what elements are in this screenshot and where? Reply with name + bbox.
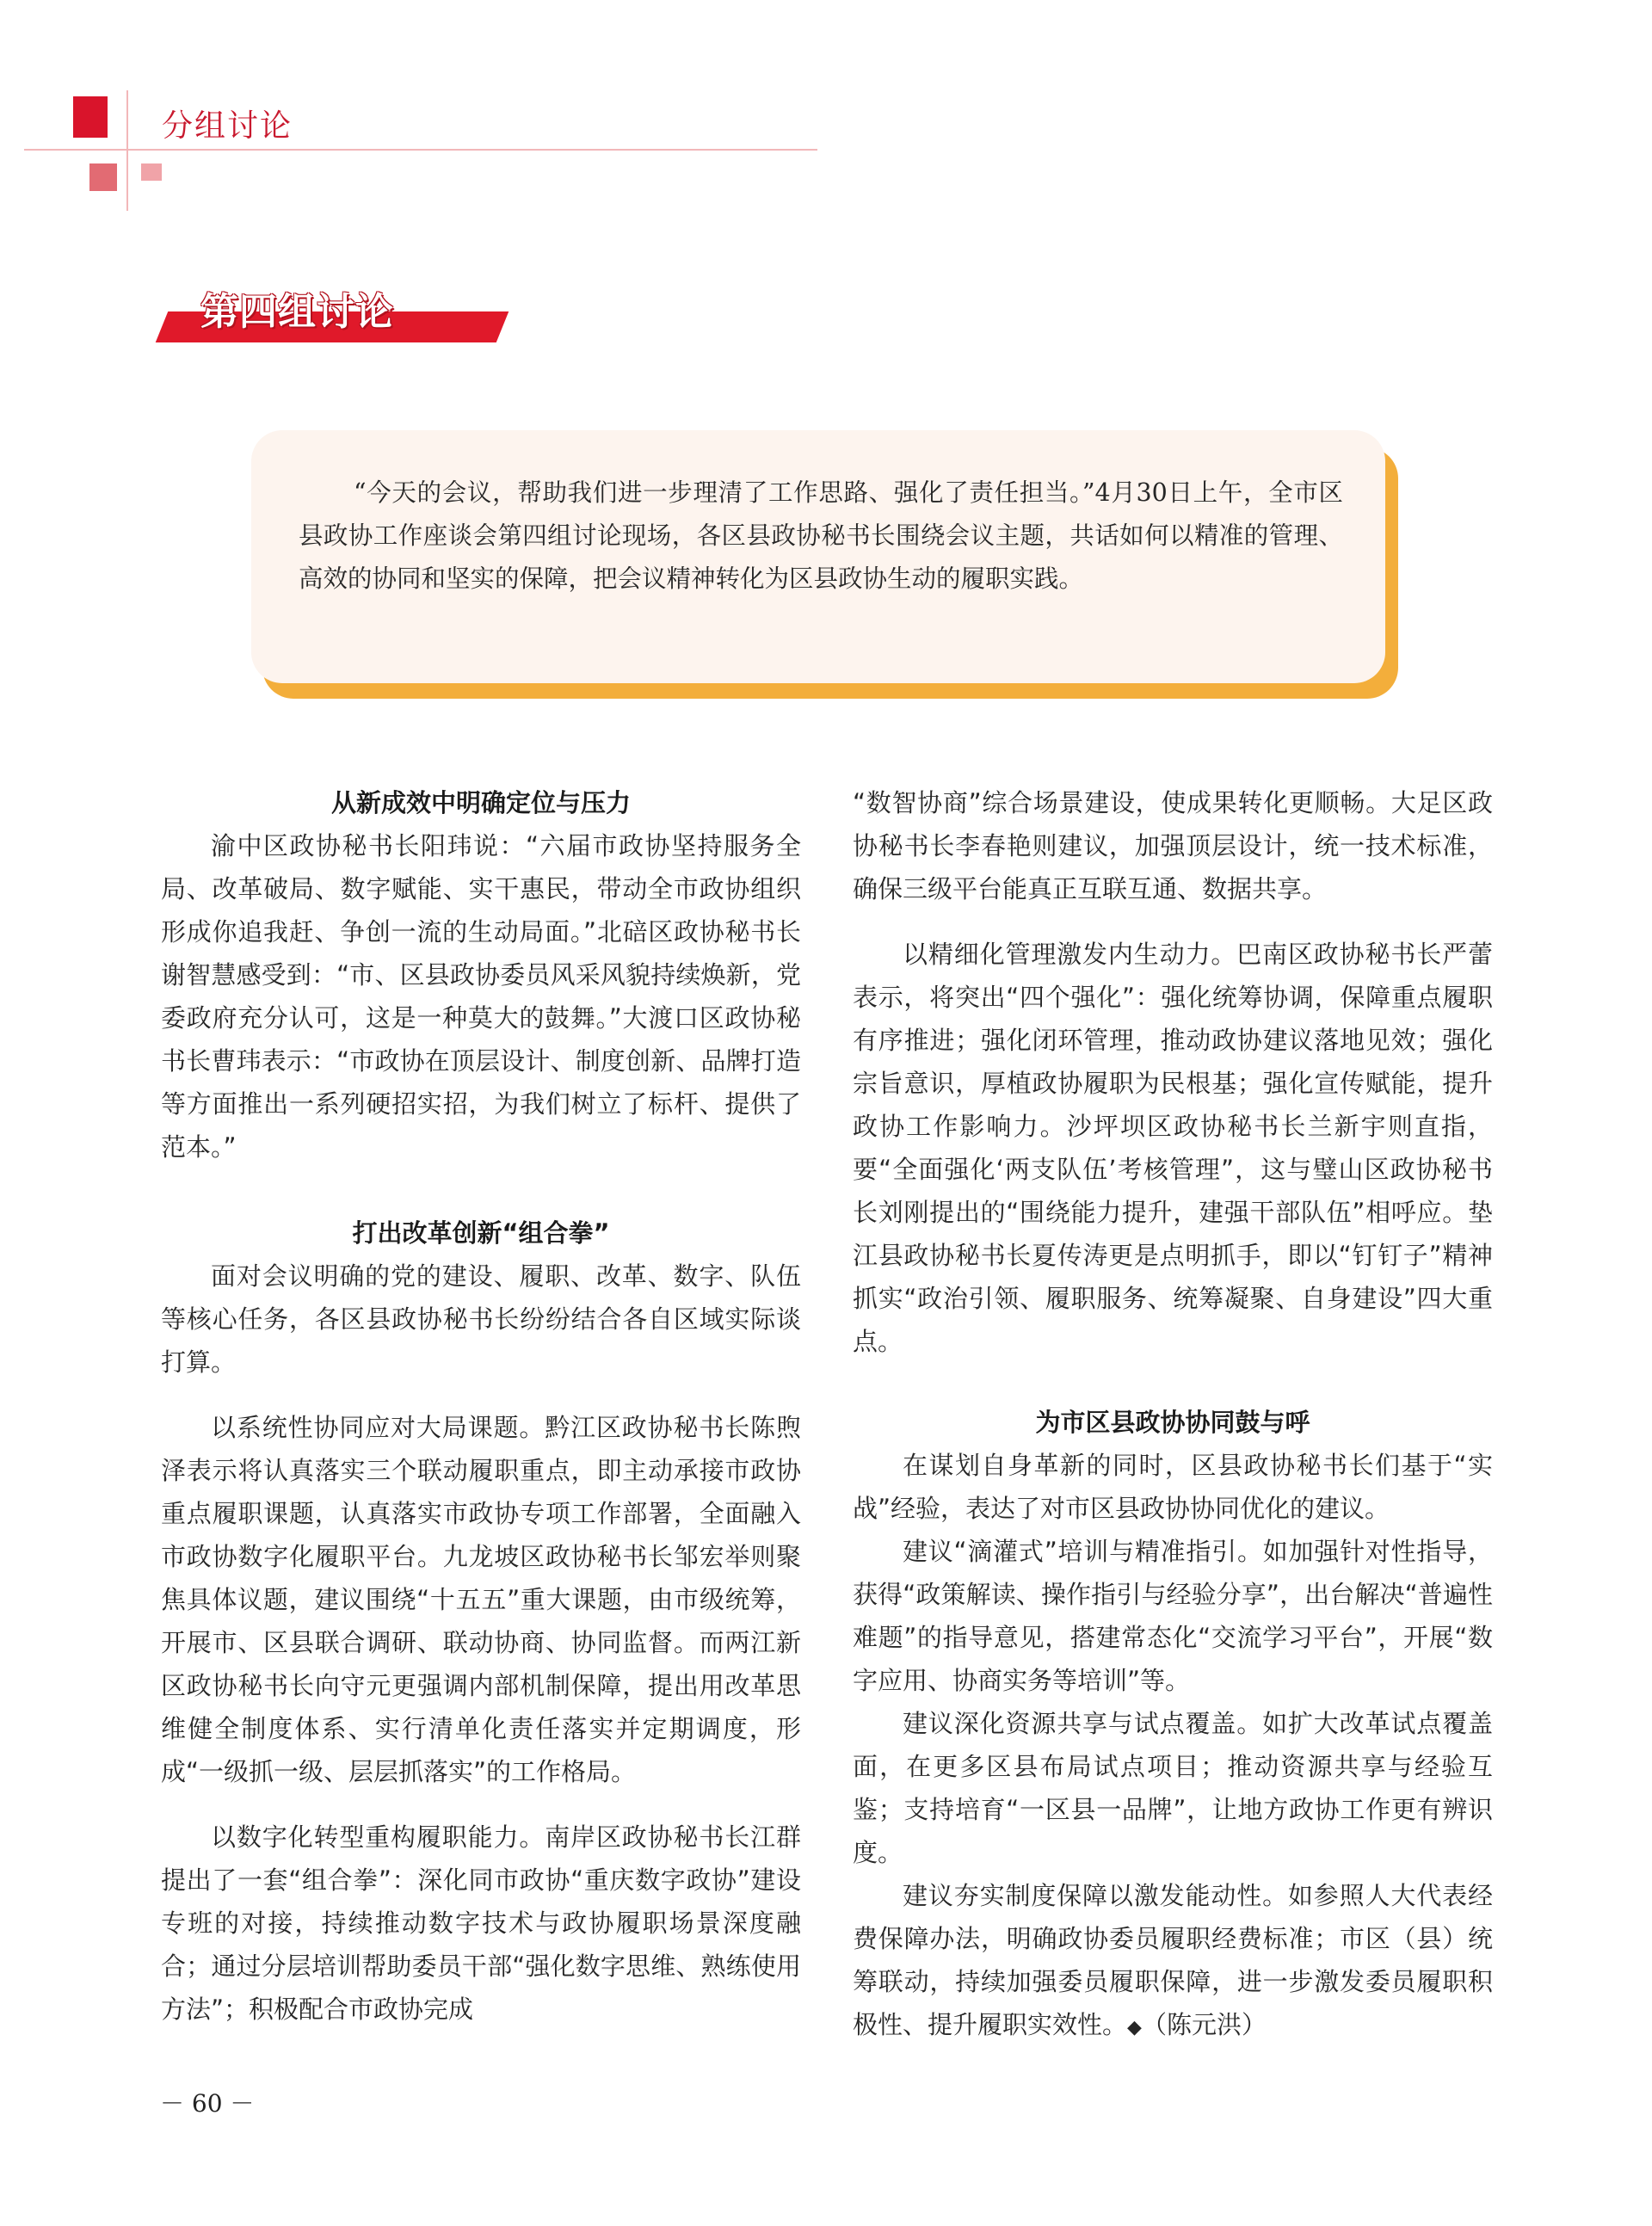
page-number: － 60 －	[160, 2089, 255, 2118]
article-title: 第四组讨论	[200, 290, 394, 334]
intro-text: “今天的会议，帮助我们进一步理清了工作思路、强化了责任担当。”4月30日上午，全市区县政协工作座谈会第四组讨论现场，各区县政协秘书长围绕会议主题，共话如何以精准的管理、高效的协同和坚实的保障，把会议精神转化为区县政协生动的履职实践。	[299, 478, 1343, 593]
section-heading: 为市区县政协协同鼓与呼	[1035, 1408, 1310, 1437]
end-mark-icon: ◆	[1127, 2017, 1142, 2038]
paragraph	[853, 1874, 1493, 2050]
section-heading: 从新成效中明确定位与压力	[330, 788, 631, 817]
header-vertical-rule	[126, 90, 128, 211]
paragraph: 在谋划自身革新的同时，区县政协秘书长们基于“实战”经验，表达了对市区县政协协同优化的建议。	[853, 1451, 1493, 1523]
paragraph: 以数字化转型重构履职能力。南岸区政协秘书长江群提出了一套“组合拳”：深化同市政协“重庆数字政协”建设专班的对接，持续推动数字技术与政协履职场景深度融合；通过分层培训帮助委员干部“强化数字思维、熟练使用方法”；积极配合市政协完成	[161, 1822, 801, 2024]
paragraph: 以精细化管理激发内生动力。巴南区政协秘书长严蕾表示，将突出“四个强化”：强化统筹协调，保障重点履职有序推进；强化闭环管理，推动政协建议落地见效；强化宗旨意识，厚植政协履职为民根基；强化宣传赋能，提升政协工作影响力。沙坪坝区政协秘书长兰新宇则直指，要“全面强化‘两支队伍’考核管理”，这与璧山区政协秘书长刘刚提出的“围绕能力提升，建强干部队伍”相呼应。垫江县政协秘书长夏传涛更是点明抓手，即以“钉钉子”精神抓实“政治引领、履职服务、统筹凝聚、自身建设”四大重点。	[853, 940, 1493, 1356]
header-rule	[24, 149, 817, 151]
paragraph: 以系统性协同应对大局课题。黔江区政协秘书长陈煦泽表示将认真落实三个联动履职重点，即主动承接市政协重点履职课题，认真落实市政协专项工作部署，全面融入市政协数字化履职平台。九龙坡区政协秘书长邹宏举则聚焦具体议题，建议围绕“十五五”重大课题，由市级统筹，开展市、区县联合调研、联动协商、协同监督。而两江新区政协秘书长向守元更强调内部机制保障，提出用改革思维健全制度体系、实行清单化责任落实并定期调度，形成“一级抓一级、层层抓落实”的工作格局。	[161, 1413, 801, 1786]
right-column	[853, 781, 1493, 2050]
paragraph: 面对会议明确的党的建设、履职、改革、数字、队伍等核心任务，各区县政协秘书长纷纷结合各自区域实际谈打算。	[161, 1261, 801, 1377]
header-red-square	[73, 96, 108, 138]
section-heading: 打出改革创新“组合拳”	[352, 1218, 610, 1248]
paragraph: 建议“滴灌式”培训与精准指引。如加强针对性指导，获得“政策解读、操作指引与经验分享”，出台解决“普遍性难题”的指导意见，搭建常态化“交流学习平台”，开展“数字应用、协商实务等培训”等。	[853, 1537, 1493, 1695]
author-credit: （陈元洪）	[1141, 2010, 1267, 2039]
header-small-square-light	[141, 163, 162, 181]
header-small-square	[89, 163, 117, 191]
paragraph-continuation: “数智协商”综合场景建设，使成果转化更顺畅。大足区政协秘书长李春艳则建议，加强顶层设计，统一技术标准，确保三级平台能真正互联互通、数据共享。	[853, 788, 1493, 903]
paragraph: 渝中区政协秘书长阳玮说：“六届市政协坚持服务全局、改革破局、数字赋能、实干惠民，带动全市政协组织形成你追我赶、争创一流的生动局面。”北碚区政协秘书长谢智慧感受到：“市、区县政协委员风采风貌持续焕新，党委政府充分认可，这是一种莫大的鼓舞。”大渡口区政协秘书长曹玮表示：“市政协在顶层设计、制度创新、品牌打造等方面推出一系列硬招实招，为我们树立了标杆、提供了范本。”	[161, 831, 801, 1162]
left-column	[161, 781, 801, 2031]
paragraph-text: 建议夯实制度保障以激发能动性。如参照人大代表经费保障办法，明确政协委员履职经费标准；市区（县）统筹联动，持续加强委员履职保障，进一步激发委员履职积极性、提升履职实效性。	[853, 1881, 1493, 2039]
section-label: 分组讨论	[162, 108, 293, 144]
paragraph: 建议深化资源共享与试点覆盖。如扩大改革试点覆盖面，在更多区县布局试点项目；推动资源共享与经验互鉴；支持培育“一区县一品牌”，让地方政协工作更有辨识度。	[853, 1709, 1493, 1867]
